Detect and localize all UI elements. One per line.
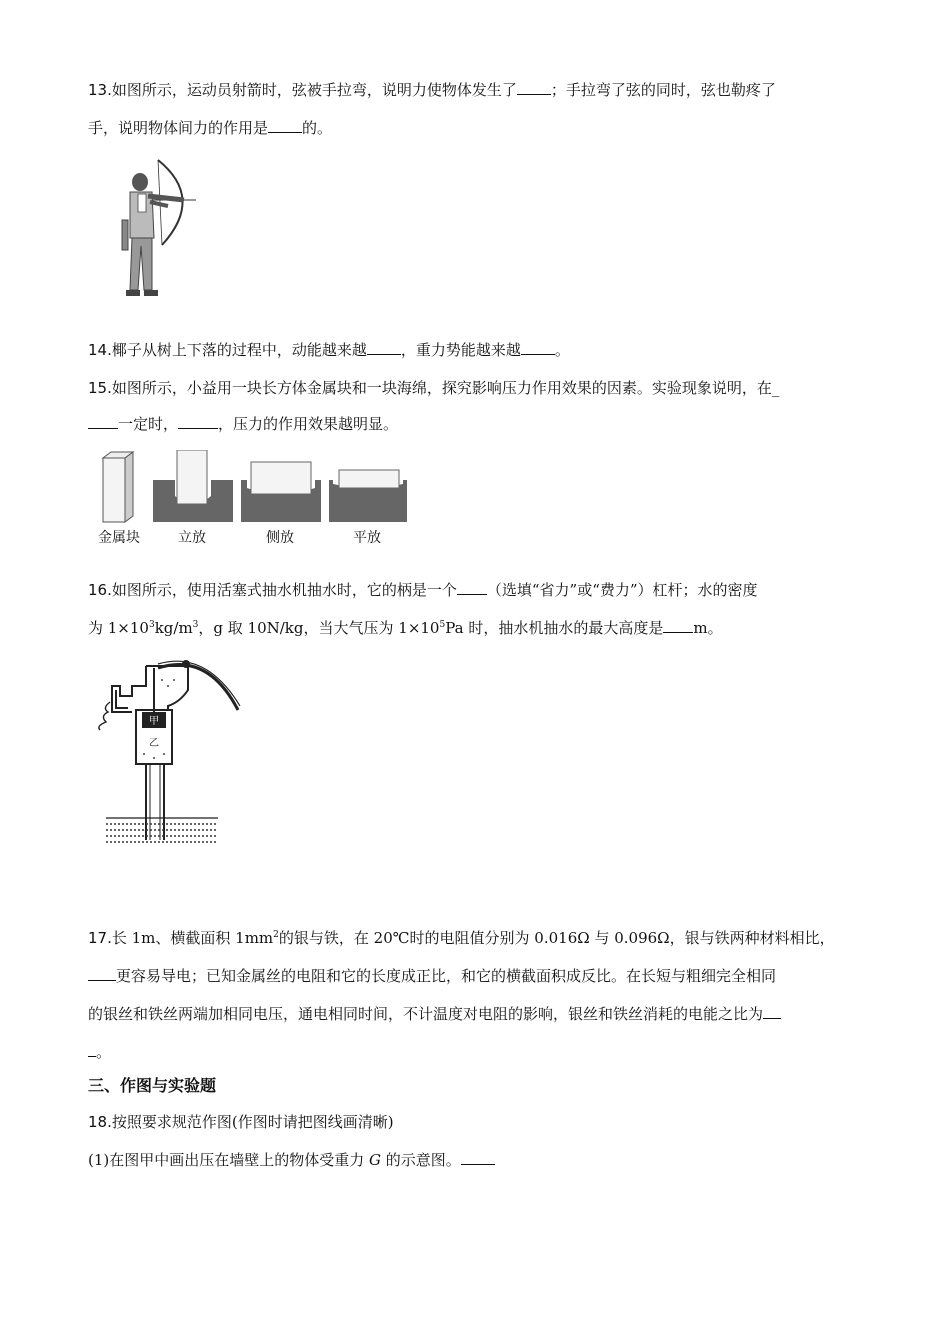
q17-line1 xyxy=(88,928,835,948)
q15-blank-1[interactable] xyxy=(88,414,118,429)
q17-text-4: 。 xyxy=(96,1043,112,1061)
q18-sub1-g: G xyxy=(369,1151,382,1169)
q16-text-2e: m。 xyxy=(693,619,723,637)
q15-text-2a: 一定时， xyxy=(118,415,179,433)
q14-text-b: ，重力势能越来越 xyxy=(400,341,521,359)
q13-text-1b: ；手拉弯了弦的同时，弦也勒疼了 xyxy=(550,81,776,99)
caption-upright: 立放 xyxy=(178,530,206,546)
q13-line1 xyxy=(88,80,776,100)
q18-blank-1[interactable] xyxy=(461,1150,495,1165)
q18-sub1-text-b: 的示意图。 xyxy=(385,1151,461,1169)
q15-line1 xyxy=(88,378,779,398)
q16-blank-2[interactable] xyxy=(663,618,693,633)
q16-line1 xyxy=(88,580,758,600)
q18-text: 按照要求规范作图(作图时请把图线画清晰) xyxy=(111,1113,394,1131)
q13-blank-2[interactable] xyxy=(268,118,302,133)
q15-blank-2[interactable] xyxy=(178,414,218,429)
q17-text-1b: 的银与铁，在 20℃时的电阻值分别为 0.016Ω 与 0.096Ω，银与铁两种材料相比， xyxy=(278,929,835,947)
q17-text-3: 的银丝和铁丝两端加相同电压，通电相同时间，不计温度对电阻的影响，银丝和铁丝消耗的电能之比为 xyxy=(88,1005,764,1023)
q16-text-2b: kg/m xyxy=(154,619,193,637)
sponge-flat xyxy=(329,470,407,522)
q14-text-a: 椰子从树上下落的过程中，动能越来越 xyxy=(111,341,367,359)
q17-line3 xyxy=(88,1004,781,1024)
q13-number: 13. xyxy=(88,81,112,99)
q16-blank-1[interactable] xyxy=(457,580,487,595)
q18-sub1-text-a: (1)在图甲中画出压在墙壁上的物体受重力 xyxy=(88,1151,365,1169)
water-pump-figure xyxy=(88,650,248,850)
q13-text-2a: 手，说明物体间力的作用是 xyxy=(88,119,269,137)
q14-blank-2[interactable] xyxy=(521,340,555,355)
q16-text-1a: 如图所示，使用活塞式抽水机抽水时，它的柄是一个 xyxy=(111,581,457,599)
section-3-title: 三、作图与实验题 xyxy=(88,1076,217,1095)
q16-sup-2: 3 xyxy=(192,620,199,630)
q18-line xyxy=(88,1112,394,1132)
q17-line4 xyxy=(88,1042,111,1062)
q16-text-2d: Pa 时，抽水机抽水的最大高度是 xyxy=(445,619,664,637)
archer-figure xyxy=(110,150,200,305)
q13-text-2b: 的。 xyxy=(302,119,333,137)
q16-sup-3: 5 xyxy=(439,620,446,630)
q15-text-2b: ，压力的作用效果越明显。 xyxy=(218,415,399,433)
metal-block xyxy=(103,452,133,522)
caption-metal-block: 金属块 xyxy=(98,530,140,546)
q18-number: 18. xyxy=(88,1113,112,1131)
q17-sup-1: 2 xyxy=(273,930,279,940)
q17-line2 xyxy=(88,966,776,986)
q13-blank-1[interactable] xyxy=(517,80,551,95)
sponge-experiment-figure xyxy=(95,450,415,528)
q18-sub1-line xyxy=(88,1150,495,1170)
q16-text-2a: 为 1×10 xyxy=(88,619,149,637)
q13-text-1a: 如图所示，运动员射箭时，弦被手拉弯，说明力使物体发生了 xyxy=(111,81,517,99)
q16-text-1b: （选填“省力”或“费力”）杠杆；水的密度 xyxy=(486,581,758,599)
q17-blank-1[interactable] xyxy=(88,966,116,981)
q17-text-2b: 更容易导电；已知金属丝的电阻和它的长度成正比，和它的横截面积成反比。在长短与粗细完全相同 xyxy=(116,967,777,985)
q14-line xyxy=(88,340,570,360)
q17-number: 17. xyxy=(88,929,112,947)
q14-number: 14. xyxy=(88,341,112,359)
caption-side: 侧放 xyxy=(266,530,294,546)
q16-text-2c: ，g 取 10N/kg，当大气压为 1×10 xyxy=(198,619,440,637)
sponge-side xyxy=(241,462,321,522)
q16-line2 xyxy=(88,618,723,638)
pump-label-yi: 乙 xyxy=(149,738,159,749)
q15-number: 15. xyxy=(88,379,112,397)
sponge-upright xyxy=(153,450,233,522)
q15-text-1: 如图所示，小益用一块长方体金属块和一块海绵，探究影响压力作用效果的因素。实验现象说明，在_ xyxy=(111,379,780,397)
caption-flat: 平放 xyxy=(353,530,381,546)
q14-text-c: 。 xyxy=(554,341,570,359)
pump-label-jia: 甲 xyxy=(149,716,159,727)
q17-blank-2a[interactable] xyxy=(763,1004,781,1019)
q14-blank-1[interactable] xyxy=(367,340,401,355)
q17-text-1a: 长 1m、横截面积 1mm xyxy=(111,929,274,947)
q13-line2 xyxy=(88,118,332,138)
q16-sup-1: 3 xyxy=(148,620,155,630)
q17-blank-2b[interactable] xyxy=(88,1042,96,1057)
q15-line2 xyxy=(88,414,398,434)
q16-number: 16. xyxy=(88,581,112,599)
